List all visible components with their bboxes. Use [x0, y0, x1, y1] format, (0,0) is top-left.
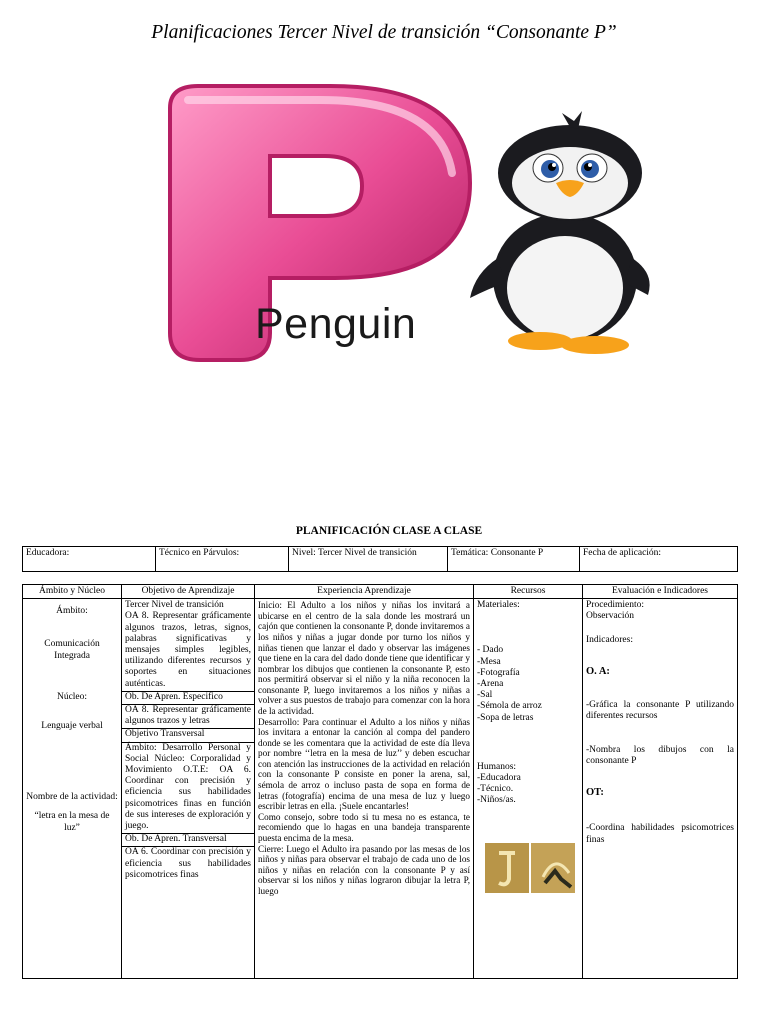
objetivo-nivel: Tercer Nivel de transición — [125, 600, 224, 611]
col-experiencia: Experiencia Aprendizaje — [255, 585, 474, 599]
tecnico-cell: Técnico en Párvulos: — [156, 547, 289, 572]
humano-item: -Niños/as. — [477, 795, 516, 806]
humano-item: -Técnico. — [477, 784, 514, 795]
oa-heading: O. A: — [586, 665, 610, 677]
fecha-cell: Fecha de aplicación: — [580, 547, 738, 572]
transversal-heading: Objetivo Transversal — [122, 728, 254, 740]
nivel-cell: Nivel: Tercer Nivel de transición — [289, 547, 448, 572]
material-item: - Dado — [477, 645, 504, 656]
humano-item: -Educadora — [477, 773, 521, 784]
educadora-cell: Educadora: — [23, 547, 156, 572]
indicador-3: -Coordina habilidades psicomotrices finas — [586, 823, 734, 845]
planning-table — [22, 584, 738, 979]
header-table — [22, 546, 738, 572]
objetivo-oa8: OA 8. Representar gráficamente algunos trazos, letras, signos, palabras significativas y mensajes simples legibles, utilizando diferentes recursos y soportes en situaciones auténticas. — [125, 611, 251, 689]
objetivo-cell — [122, 599, 255, 979]
col-objetivo: Objetivo de Aprendizaje — [122, 585, 255, 599]
ambito-value: Comunicación Integrada — [44, 639, 100, 661]
indicadores-label: Indicadores: — [586, 634, 633, 645]
recursos-cell — [474, 599, 583, 979]
actividad-value: “letra en la mesa de luz” — [34, 811, 110, 833]
tematica-cell: Temática: Consonante P — [448, 547, 580, 572]
observacion-label: Observación — [586, 611, 635, 622]
material-item: -Sal — [477, 690, 493, 701]
material-item: -Sémola de arroz — [477, 701, 542, 712]
nucleo-value: Lenguaje verbal — [41, 721, 103, 732]
actividad-label: Nombre de la actividad: — [26, 792, 118, 803]
nucleo-label: Núcleo: — [56, 691, 88, 702]
material-item: -Sopa de letras — [477, 712, 534, 723]
indicador-2: -Nombra los dibujos con la consonante P — [586, 744, 734, 766]
experiencia-cierre: Cierre: Luego el Adulto ira pasando por las mesas de los niños y niñas para observar el trabajo de cada uno de los niños y niñas en relación con la consonante P y así observar si los niños y niñas lograron dibujar la letra P, luego — [258, 843, 470, 896]
experiencia-inicio: Inicio: El Adulto a los niños y niñas los invitará a ubicarse en el centro de la sala donde les mostrará un cajón que contienen la consonante P, donde invitaremos a los niños y niñas a jugar donde por turno los niños y niñas tienen que lanzar el dado y observar las imágenes que tiene en la cara del dado donde tiene que identificar y nombrar los dibujos que contienen la consonante P, esto nos permitirá observar si el niño y la niña reconocen la consonante P, luego invitaremos a los niños y niñas a volver a sus puestos de trabajo para comenzar con la hora de la actividad. — [258, 600, 470, 716]
humanos-heading: Humanos: — [477, 761, 517, 772]
especifico-heading: Ob. De Apren. Especifico — [122, 691, 254, 703]
penguin-graphic — [470, 111, 650, 354]
col-ambito: Ámbito y Núcleo — [23, 585, 122, 599]
col-evaluacion: Evaluación e Indicadores — [583, 585, 738, 599]
apren-trans-heading: Ob. De Apren. Transversal — [122, 833, 254, 845]
ambito-cell — [23, 599, 122, 979]
experiencia-consejo: Como consejo, sobre todo si tu mesa no es estanca, te recomiendo que lo hagas en una bandeja transparente puesta encima de la mesa. — [258, 811, 470, 843]
material-item: -Fotografía — [477, 667, 520, 678]
experiencia-cell — [255, 599, 474, 979]
apren-trans-text: OA 6. Coordinar con precisión y eficiencia sus habilidades psicomotrices finas — [122, 846, 254, 881]
penguin-word: Penguin — [255, 300, 417, 348]
experiencia-desarrollo: Desarrollo: Para continuar el Adulto a los niños y niñas los invitara a entonar la canción al compa del pandero donde se les comentara que la actividad de este día lleva por nombre ‘‘letra en la mesa de luz’’ y deben escuchar con atención las instrucciones de la actividad en relación con la consonante P consiste en poner la arena, sal, sémola de arroz o incluso pasta de sopa en forma de letras (fotografía) encima de una mesa de luz y luego escribir letras en ella. ¡Suele encantarles! — [258, 716, 470, 812]
plan-title: PLANIFICACIÓN CLASE A CLASE — [295, 525, 483, 537]
ambito-label: Ámbito: — [56, 606, 88, 617]
sand-letters-photo — [485, 843, 575, 893]
evaluacion-cell — [583, 599, 738, 979]
col-recursos: Recursos — [474, 585, 583, 599]
material-item: -Arena — [477, 679, 504, 690]
materiales-heading: Materiales: — [477, 600, 520, 611]
document-title: Planificaciones Tercer Nivel de transición “Consonante P” — [151, 22, 617, 43]
procedimiento-label: Procedimiento: — [586, 600, 645, 611]
indicador-1: -Gráfica la consonante P utilizando diferentes recursos — [586, 700, 734, 722]
especifico-text: OA 8. Representar gráficamente algunos trazos y letras — [122, 704, 254, 727]
ot-heading: OT: — [586, 787, 604, 798]
material-item: -Mesa — [477, 656, 501, 667]
transversal-text: Ámbito: Desarrollo Personal y Social Núcleo: Corporalidad y Movimiento O.T.E: OA 6. Coordinar con precisión y eficiencia sus habilidades psicomotrices finas en función de sus intereses de exploración y juego. — [122, 742, 254, 833]
